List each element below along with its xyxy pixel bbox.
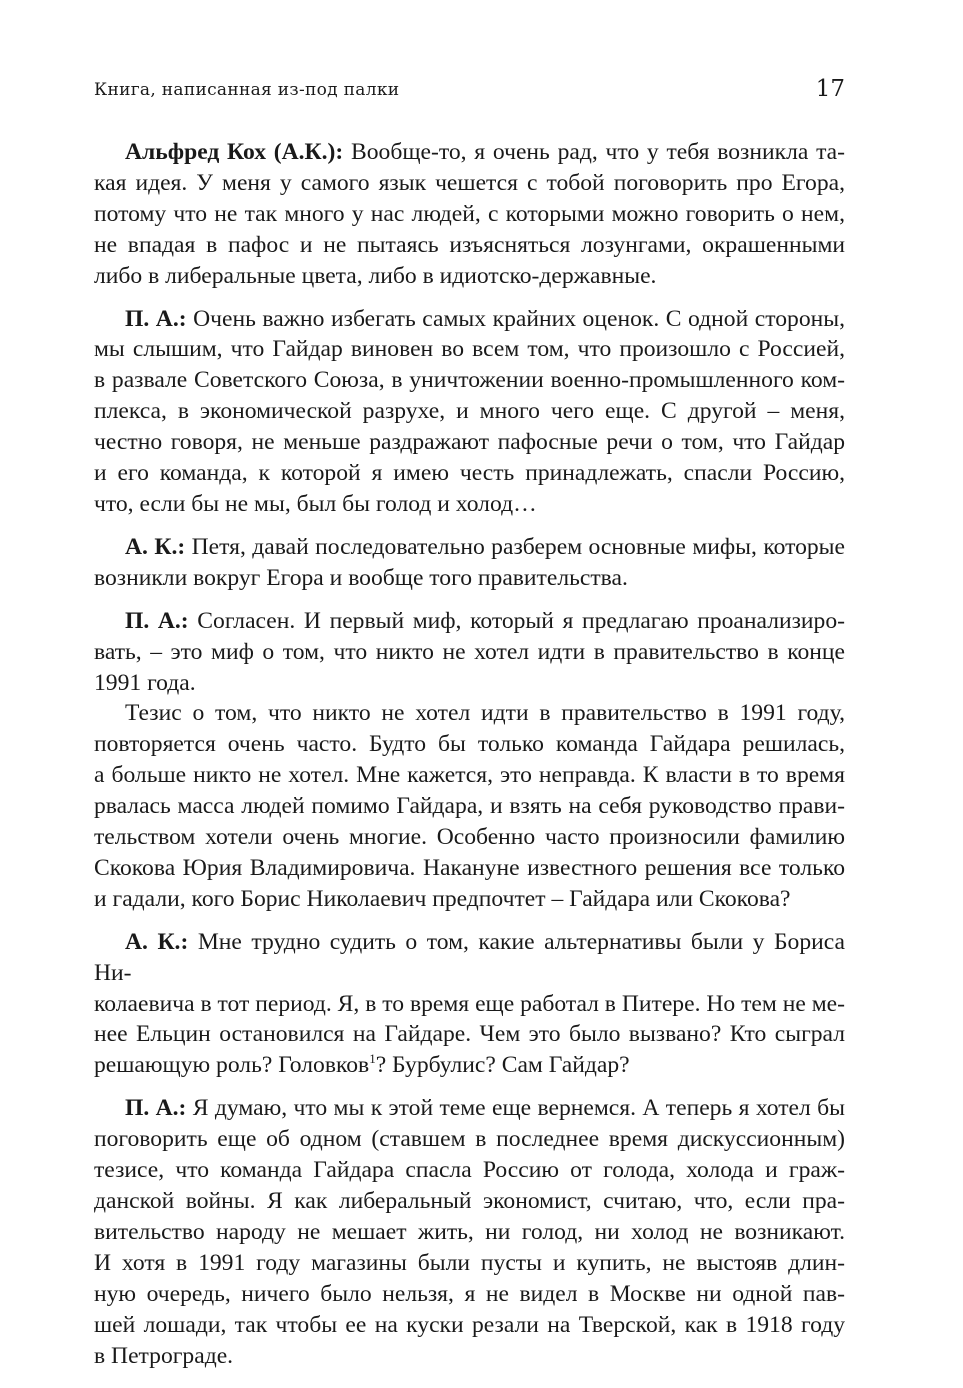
dialogue-paragraph-ak xyxy=(94,532,845,594)
text-line: 1991 года. xyxy=(94,669,196,696)
text-line: шей лошади, так чтобы ее на куски резали на Тверской, как в 1918 году xyxy=(94,1311,845,1338)
text-line: рвалась масса людей помимо Гайдара, и взять на себя руководство прави- xyxy=(94,793,845,820)
text-line xyxy=(94,304,845,335)
text-line: мы слышим, что Гайдар виновен во всем том, что произошло с Россией, xyxy=(94,336,845,363)
text-line: честно говоря, не меньше раздражают пафосные речи о том, что Гайдар xyxy=(94,429,845,456)
text-line: И хотя в 1991 году магазины были пусты и купить, не выстояв длин- xyxy=(94,1249,845,1276)
text-line xyxy=(94,1050,845,1081)
text-line: плекса, в экономической разрухе, и много чего еще. С другой – меня, xyxy=(94,398,845,425)
text-line: и гадали, кого Борис Николаевич предпочтет – Гайдара или Скокова? xyxy=(94,885,791,912)
line-text: Петя, давай последовательно разберем основные мифы, которые xyxy=(185,533,845,560)
text-line: тезисе, что команда Гайдара спасла Россию от голода, холода и граж- xyxy=(94,1157,845,1184)
line-text: Я думаю, что мы к этой теме еще вернемся. А теперь я хотел бы xyxy=(186,1095,845,1122)
text-line: Тезис о том, что никто не хотел идти в правительство в 1991 году, xyxy=(125,700,845,727)
text-line xyxy=(94,137,845,168)
line-text: ? Бурбулис? Сам Гайдар? xyxy=(375,1052,630,1079)
text-line xyxy=(94,606,845,637)
speaker-label: Альфред Кох (А.К.): xyxy=(125,139,344,165)
line-text: Мне трудно судить о том, какие альтернативы были у Бориса Ни- xyxy=(94,928,845,986)
speaker-label: П. А.: xyxy=(125,607,189,634)
continuation-paragraph xyxy=(94,698,845,914)
text-line: вать, – это миф о том, что никто не хотел идти в правительство в конце xyxy=(94,638,845,665)
speaker-label: П. А.: xyxy=(125,1095,187,1122)
text-line: возникли вокруг Егора и вообще того правительства. xyxy=(94,564,628,591)
footnote-marker[interactable]: 1 xyxy=(369,1051,376,1067)
text-line: повторяется очень часто. Будто бы только команда Гайдара решилась, xyxy=(94,731,845,758)
text-line xyxy=(94,532,845,563)
text-line: колаевича в тот период. Я, в то время еще работал в Питере. Но тем не ме- xyxy=(94,990,845,1017)
text-line: а больше никто не хотел. Мне кажется, это неправда. К власти в то время xyxy=(94,762,845,789)
dialogue-paragraph-pa xyxy=(94,304,845,520)
speaker-label: А. К.: xyxy=(125,533,186,560)
page-number: 17 xyxy=(815,76,845,102)
dialogue-paragraph-pa xyxy=(94,1093,845,1371)
text-line: данской войны. Я как либеральный экономист, считаю, что, если пра- xyxy=(94,1188,845,1214)
text-line: тельством хотели очень многие. Особенно часто произносили фамилию xyxy=(94,824,845,851)
text-line: что, если бы не мы, был бы голод и холод… xyxy=(94,490,537,517)
text-line: и его команда, к которой я имею честь принадлежать, спасли Россию, xyxy=(94,460,845,487)
speaker-label: П. А.: xyxy=(125,305,187,332)
dialogue-paragraph-ak xyxy=(94,927,845,1082)
running-head xyxy=(94,76,845,106)
speaker-label: А. К.: xyxy=(125,928,189,955)
text-line: не впадая в пафос и не пытаясь изъясняться лозунгами, окрашенными xyxy=(94,231,845,258)
text-line: в Петрограде. xyxy=(94,1342,234,1369)
line-text: Вообще-то, я очень рад, что у тебя возникла та- xyxy=(343,139,846,165)
text-line: в развале Советского Союза, в уничтожении военно-промышленного ком- xyxy=(94,367,845,394)
text-line: нее Ельцин остановился на Гайдаре. Чем это было вызвано? Кто сыграл xyxy=(94,1021,845,1048)
dialogue-paragraph-pa xyxy=(94,606,845,699)
text-line: кая идея. У меня у самого язык чешется с тобой поговорить про Егора, xyxy=(94,169,845,196)
text-line: ную очередь, ничего было нельзя, я не видел в Москве ни одной пав- xyxy=(94,1280,845,1307)
text-line: потому что не так много у нас людей, с которыми можно говорить о нем, xyxy=(94,200,845,227)
text-line: вительство народу не мешает жить, ни голод, ни холод не возникают. xyxy=(94,1218,845,1245)
text-line xyxy=(94,927,845,989)
line-text: Очень важно избегать самых крайних оценок. С одной стороны, xyxy=(186,305,845,332)
text-line: поговорить еще об одном (ставшем в последнее время дискуссионным) xyxy=(94,1126,845,1153)
body-text xyxy=(94,137,845,1371)
running-title: Книга, написанная из-под палки xyxy=(94,80,400,100)
line-text: решающую роль? Головков xyxy=(94,1052,370,1079)
text-line: либо в либеральные цвета, либо в идиотско-державные. xyxy=(94,262,657,289)
text-line: Скокова Юрия Владимировича. Накануне известного решения все только xyxy=(94,854,845,881)
text-line xyxy=(94,1093,845,1124)
dialogue-paragraph-ak xyxy=(94,137,845,292)
line-text: Согласен. И первый миф, который я предлагаю проанализиро- xyxy=(188,607,845,634)
